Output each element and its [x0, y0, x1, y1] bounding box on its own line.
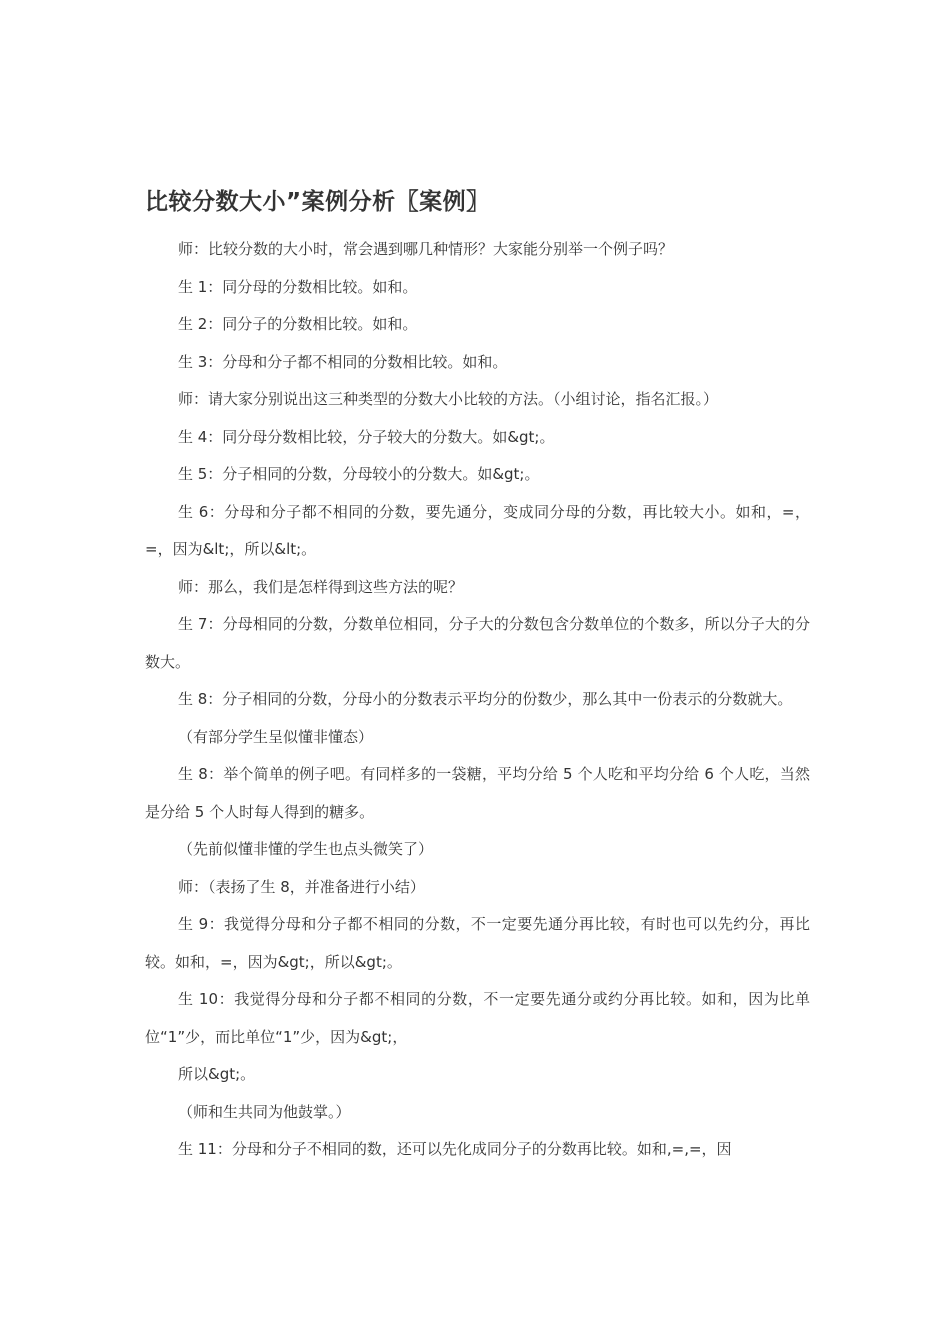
paragraph: 生 5：分子相同的分数，分母较小的分数大。如&gt;。 — [178, 465, 540, 483]
paragraph: 生 11：分母和分子不相同的数，还可以先化成同分子的分数再比较。如和,=,=，因 — [178, 1140, 732, 1158]
paragraph: 师：比较分数的大小时，常会遇到哪几种情形？大家能分别举一个例子吗？ — [178, 240, 674, 258]
paragraph: 师：（表扬了生 8，并准备进行小结） — [178, 877, 425, 896]
document-body — [145, 231, 810, 1169]
paragraph: 生 1：同分母的分数相比较。如和。 — [178, 277, 418, 296]
paragraph: （先前似懂非懂的学生也点头微笑了） — [178, 840, 434, 858]
paragraph: 生 2：同分子的分数相比较。如和。 — [178, 315, 418, 333]
paragraph: 生 6：分母和分子都不相同的分数，要先通分，变成同分母的分数，再比较大小。如和，=，=，因为&lt;，所以&lt;。 — [145, 502, 810, 558]
paragraph: 生 4：同分母分数相比较，分子较大的分数大。如&gt;。 — [178, 427, 555, 446]
paragraph: 生 8：举个简单的例子吧。有同样多的一袋糖，平均分给 5 个人吃和平均分给 6 个人吃，当然是分给 5 个人时每人得到的糖多。 — [145, 765, 810, 821]
paragraph: （师和生共同为他鼓掌。） — [178, 1102, 351, 1121]
paragraph: 生 7：分母相同的分数，分数单位相同，分子大的分数包含分数单位的个数多，所以分子大的分数大。 — [145, 615, 810, 671]
paragraph: （有部分学生呈似懂非懂态） — [178, 727, 374, 746]
paragraph: 所以&gt;。 — [178, 1065, 256, 1083]
document-title: 比较分数大小”案例分析〖案例〗 — [145, 189, 490, 215]
paragraph: 生 10：我觉得分母和分子都不相同的分数，不一定要先通分或约分再比较。如和，因为比单位“1”少，而比单位“1”少，因为&gt;， — [145, 990, 810, 1046]
paragraph: 师：请大家分别说出这三种类型的分数大小比较的方法。（小组讨论，指名汇报。） — [178, 390, 719, 408]
paragraph: 生 9：我觉得分母和分子都不相同的分数，不一定要先通分再比较，有时也可以先约分，再比较。如和，=，因为&gt;，所以&gt;。 — [145, 915, 810, 971]
paragraph: 生 3：分母和分子都不相同的分数相比较。如和。 — [178, 352, 508, 371]
paragraph: 师：那么，我们是怎样得到这些方法的呢？ — [178, 577, 464, 596]
paragraph: 生 8：分子相同的分数，分母小的分数表示平均分的份数少，那么其中一份表示的分数就大。 — [178, 690, 793, 708]
